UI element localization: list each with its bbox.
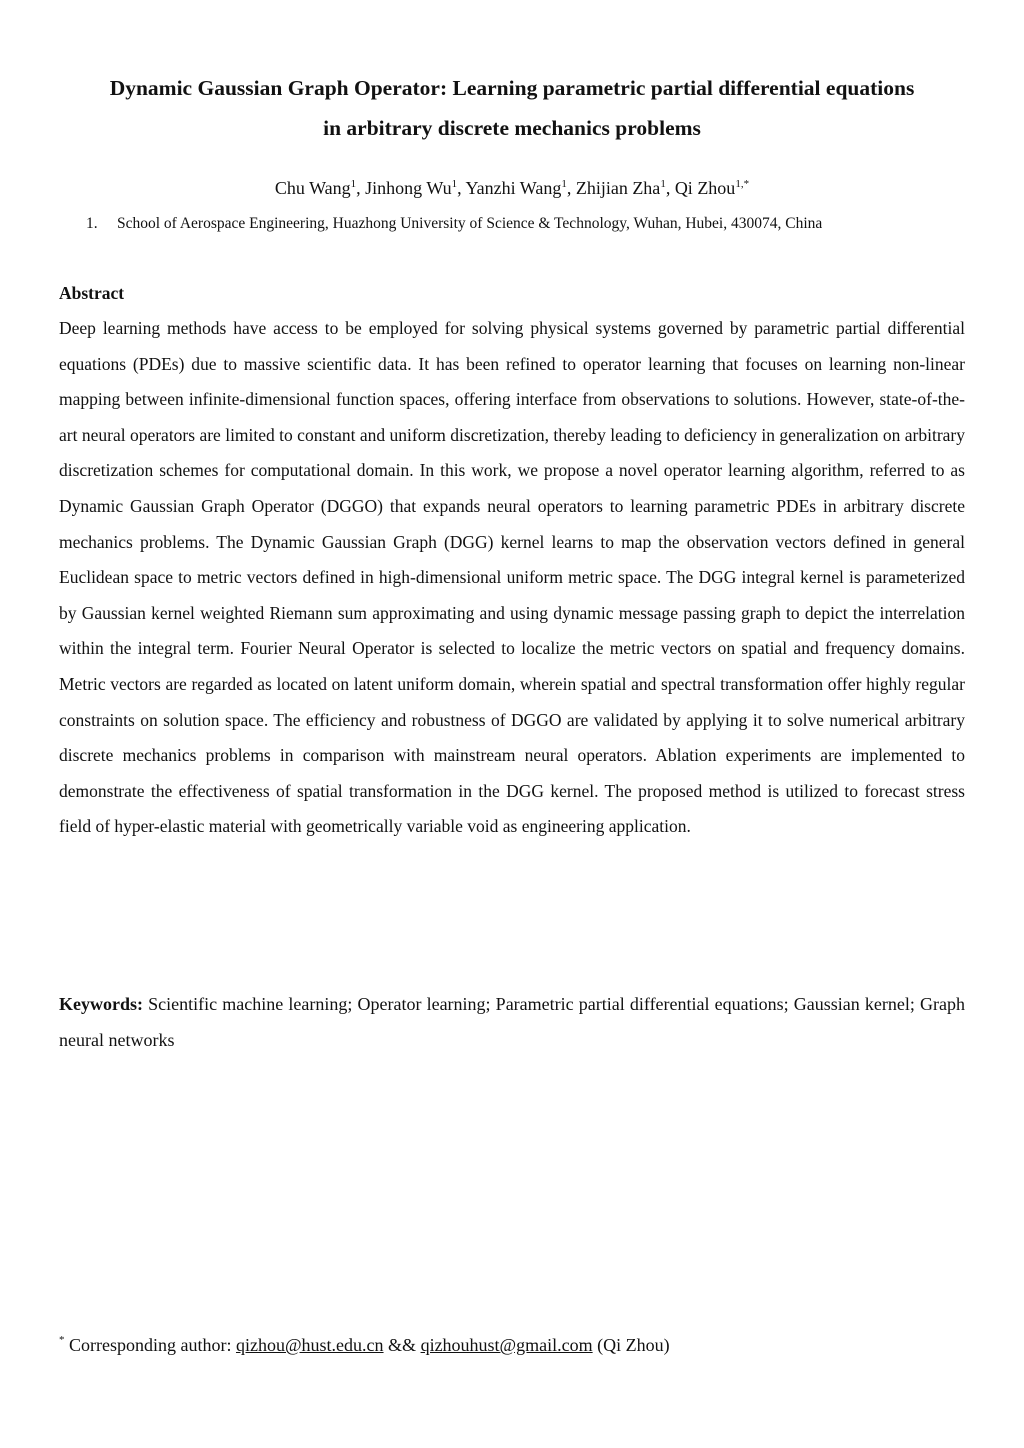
footnote-prefix: Corresponding author:	[64, 1335, 236, 1355]
author	[576, 178, 675, 198]
affiliation-text: School of Aerospace Engineering, Huazhong University of Science & Technology, Wuhan, Hubei, 430074, China	[117, 215, 823, 232]
author	[365, 178, 465, 198]
author-separator: ,	[566, 178, 576, 198]
email-link-primary[interactable]: qizhou@hust.edu.cn	[235, 1335, 384, 1355]
author-list	[0, 174, 1024, 202]
author-name: Qi Zhou	[674, 178, 736, 198]
footnote-suffix: (Qi Zhou)	[592, 1335, 670, 1355]
author	[675, 178, 749, 198]
author-name: Zhijian Zha	[575, 178, 661, 198]
affiliation-number: 1.	[86, 215, 98, 232]
author-separator: ,	[457, 178, 466, 198]
author-separator: ,	[356, 178, 366, 198]
author-affiliation-mark: 1	[350, 178, 357, 190]
keywords-text: Scientific machine learning; Operator learning; Parametric partial differential equations; Gaussian kernel; Graph neural networks	[59, 994, 965, 1050]
author-separator: ,	[665, 178, 675, 198]
author-affiliation-mark: 1	[561, 178, 567, 190]
paper-title-line-1: Dynamic Gaussian Graph Operator: Learning parametric partial differential equations	[109, 76, 915, 100]
abstract-body: Deep learning methods have access to be employed for solving physical systems governed by parametric partial differential equations (PDEs) due to massive scientific data. It has been refined to operator learning that focuses on learning non-linear mapping between infinite-dimensional function spaces, offering interface from observations to solutions. However, state-of-the-art neural operators are limited to constant and uniform discretization, thereby leading to deficiency in generalization on arbitrary discretization schemes for computational domain. In this work, we propose a novel operator learning algorithm, referred to as Dynamic Gaussian Graph Operator (DGGO) that expands neural operators to learning parametric PDEs in arbitrary discrete mechanics problems. The Dynamic Gaussian Graph (DGG) kernel learns to map the observation vectors defined in general Euclidean space to metric vectors defined in high-dimensional uniform metric space. The DGG integral kernel is parameterized by Gaussian kernel weighted Riemann sum approximating and using dynamic message passing graph to depict the interrelation within the integral term. Fourier Neural Operator is selected to localize the metric vectors on spatial and frequency domains. Metric vectors are regarded as located on latent uniform domain, wherein spatial and spectral transformation offer highly regular constraints on solution space. The efficiency and robustness of DGGO are validated by applying it to solve numerical arbitrary discrete mechanics problems in comparison with mainstream neural operators. Ablation experiments are implemented to demonstrate the effectiveness of spatial transformation in the DGG kernel. The proposed method is utilized to forecast stress field of hyper-elastic material with geometrically variable void as engineering application.	[59, 318, 965, 837]
author-affiliation-mark: 1	[451, 178, 458, 190]
paper-title-line-2: in arbitrary discrete mechanics problems	[323, 116, 701, 140]
keywords	[59, 987, 965, 1058]
author-name: Yanzhi Wang	[465, 178, 562, 198]
author	[465, 178, 575, 198]
email-link-secondary[interactable]: qizhouhust@gmail.com	[420, 1335, 593, 1355]
author-name: Chu Wang	[274, 178, 351, 198]
author-name: Jinhong Wu	[365, 178, 452, 198]
paper-title	[40, 68, 984, 148]
keywords-label: Keywords:	[59, 994, 143, 1014]
author-affiliation-mark: 1,*	[735, 178, 750, 190]
footnote-joiner: &&	[383, 1335, 421, 1355]
author-affiliation-mark: 1	[660, 178, 666, 190]
author	[275, 178, 365, 198]
abstract-heading: Abstract	[59, 283, 125, 303]
corresponding-author-footnote	[59, 1331, 670, 1359]
footnote-marker: *	[59, 1334, 65, 1346]
affiliation	[86, 212, 822, 236]
